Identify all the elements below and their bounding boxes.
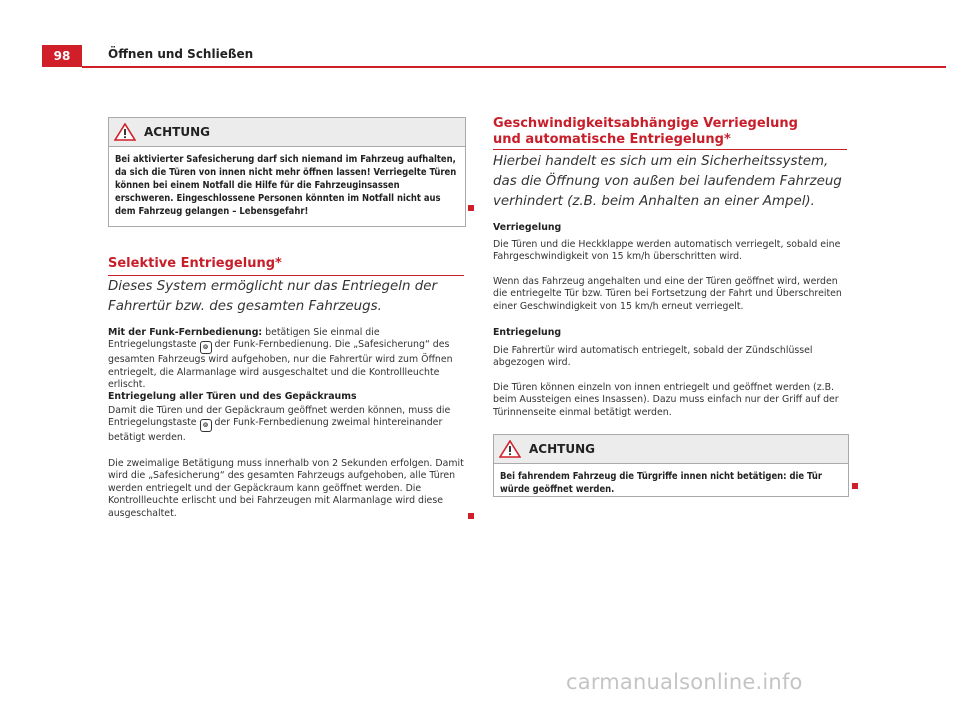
warning-triangle-icon — [114, 123, 136, 141]
warning-text: Bei fahrendem Fahrzeug die Türgriffe innen nicht betätigen: die Tür würde geöffnet werden. — [500, 471, 823, 495]
paragraph-unlocking-2: Die Türen können einzeln von innen entriegelt und geöffnet werden (z.B. beim Aussteigen eines Insassen). Dazu muss einfach nur der Griff auf der Türinnenseite einmal betätigt werden. — [493, 382, 839, 418]
warning-text: Bei aktivierter Safesicherung darf sich niemand im Fahrzeug aufhalten, da sich die Türen von innen nicht mehr öffnen lassen! Verriegelte Türen können bei einem Notfall die Hilfe für die Fahrzeuginsassen erschweren. Eingeschlossene Personen könnten im Notfall nicht aus dem Fahrzeug gelangen – Lebensgefahr! — [115, 154, 457, 217]
section-end-marker — [468, 205, 474, 211]
unlock-key-icon: ⊚ — [200, 419, 212, 432]
paragraph-unlocking-1: Die Fahrertür wird automatisch entriegelt, sobald der Zündschlüssel abgezogen wird. — [493, 345, 813, 369]
section-rule — [493, 149, 847, 150]
watermark: carmanualsonline.info — [566, 670, 803, 694]
section-title-speed-lock: Geschwindigkeitsabhängige Verriegelung und automatische Entriegelung* — [493, 116, 798, 147]
paragraph-locking-2: Wenn das Fahrzeug angehalten und eine der Türen geöffnet wird, werden die entriegelte Tür bzw. Türen bei Fortsetzung der Fahrt und Überschreiten einer Geschwindigkeit von 15 km/h erneut verriegelt. — [493, 276, 842, 312]
warning-box-left — [108, 117, 466, 227]
section-title-selective: Selektive Entriegelung* — [108, 256, 282, 271]
header-divider — [82, 66, 946, 68]
paragraph-double-press: Die zweimalige Betätigung muss innerhalb von 2 Sekunden erfolgen. Damit wird die „Safesicherung“ des gesamten Fahrzeugs aufgehoben, alle Türen werden entriegelt und der Gepäckraum kann geöffnet werden. Die Kontrollleuchte erlischt und bei Fahrzeugen mit Alarmanlage wird diese ausgeschaltet. — [108, 458, 464, 519]
paragraph-text: betätigen Sie einmal die Entriegelungstaste — [108, 327, 380, 351]
unlock-key-icon: ⊚ — [200, 341, 212, 354]
paragraph-remote — [108, 327, 464, 392]
paragraph-text: der Funk-Fernbedienung zweimal hintereinander betätigt werden. — [108, 417, 443, 444]
subheading-all-doors: Entriegelung aller Türen und des Gepäckraums — [108, 391, 357, 402]
section-end-marker — [468, 513, 474, 519]
page-number: 98 — [42, 45, 82, 67]
section-intro: Dieses System ermöglicht nur das Entriegeln der Fahrertür bzw. des gesamten Fahrzeugs. — [108, 279, 437, 314]
subheading-unlocking: Entriegelung — [493, 327, 562, 338]
warning-header — [109, 118, 465, 147]
subheading-locking: Verriegelung — [493, 222, 562, 233]
warning-triangle-icon — [499, 440, 521, 458]
warning-box-right — [493, 434, 849, 497]
section-intro: Hierbei handelt es sich um ein Sicherheitssystem, das die Öffnung von außen bei laufendem Fahrzeug verhindert (z.B. beim Anhalten an einer Ampel). — [493, 154, 842, 209]
warning-header — [494, 435, 848, 464]
paragraph-locking-1: Die Türen und die Heckklappe werden automatisch verriegelt, sobald eine Fahrgeschwindigkeit von 15 km/h überschritten wird. — [493, 239, 841, 263]
paragraph-text: der Funk-Fernbedienung. Die „Safesicherung“ des gesamten Fahrzeugs wird aufgehoben, nur die Fahrertür wird zum Öffnen entriegelt, die Alarmanlage wird ausgeschaltet und die Kontrollleuchte erlischt. — [108, 339, 453, 391]
section-end-marker — [852, 483, 858, 489]
paragraph-text: Damit die Türen und der Gepäckraum geöffnet werden können, muss die Entriegelungstaste — [108, 405, 451, 429]
section-rule — [108, 275, 464, 276]
page-title: Öffnen und Schließen — [108, 47, 254, 61]
paragraph-label: Mit der Funk-Fernbedienung: — [108, 327, 263, 338]
paragraph-all-doors — [108, 405, 464, 445]
warning-title: ACHTUNG — [529, 442, 595, 456]
warning-title: ACHTUNG — [144, 125, 210, 139]
